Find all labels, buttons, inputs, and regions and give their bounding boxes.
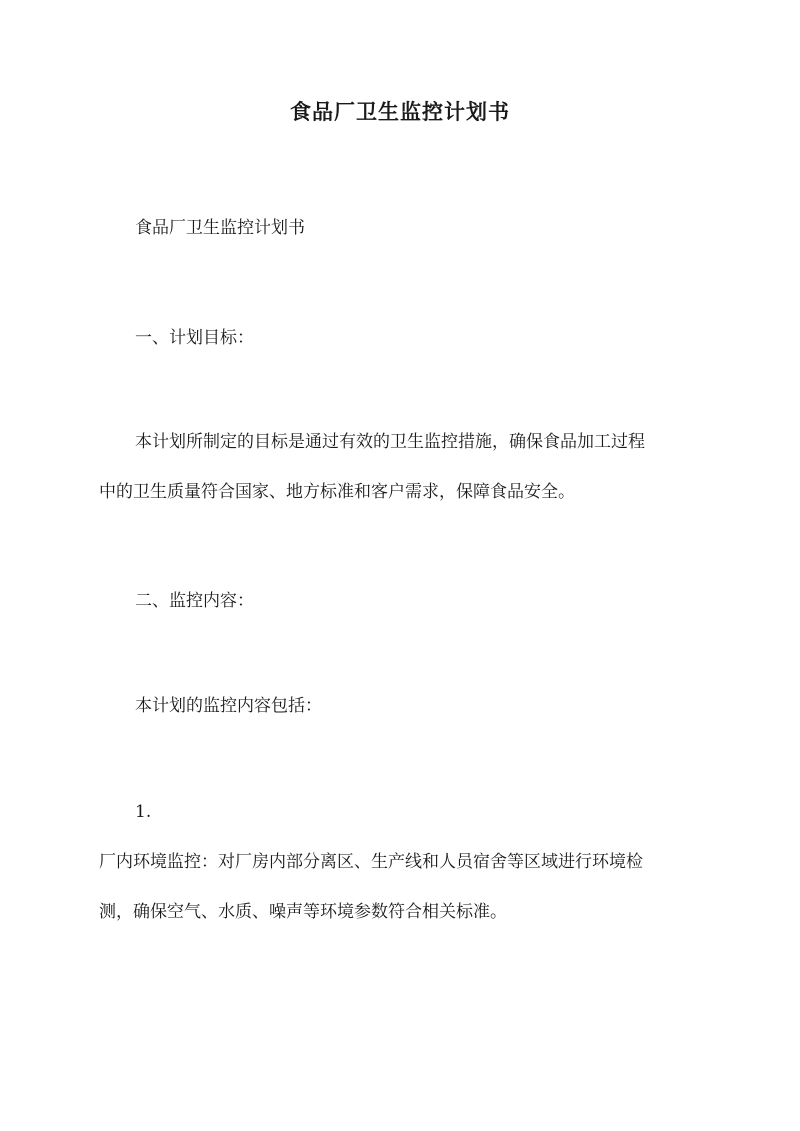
section2-heading: 二、监控内容： bbox=[135, 591, 254, 611]
list-item-line1: 厂内环境监控：对厂房内部分离区、生产线和人员宿舍等区域进行环境检 bbox=[99, 852, 643, 872]
section1-body-line2: 中的卫生质量符合国家、地方标准和客户需求，保障食品安全。 bbox=[99, 482, 575, 502]
document-subtitle: 食品厂卫生监控计划书 bbox=[135, 218, 305, 238]
section1-body-line1: 本计划所制定的目标是通过有效的卫生监控措施，确保食品加工过程 bbox=[135, 432, 645, 452]
list-item-line2: 测，确保空气、水质、噪声等环境参数符合相关标准。 bbox=[99, 902, 507, 922]
document-title: 食品厂卫生监控计划书 bbox=[290, 99, 510, 124]
section2-intro: 本计划的监控内容包括： bbox=[135, 696, 322, 716]
section1-heading: 一、计划目标： bbox=[135, 328, 254, 348]
list-item-number: 1. bbox=[135, 802, 152, 822]
